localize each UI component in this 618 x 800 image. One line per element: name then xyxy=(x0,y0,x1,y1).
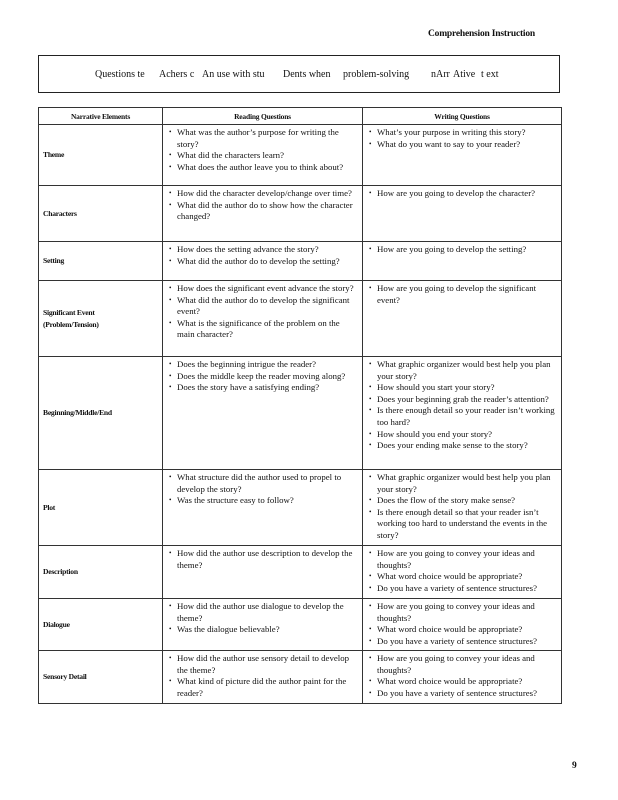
reading-questions-cell xyxy=(163,546,363,599)
list-item: • What do you want to say to your reader? xyxy=(367,139,557,151)
list-item: • How are you going to develop the character? xyxy=(367,188,557,200)
list-item: • Is there enough detail so that your reader isn’t working too hard to understand the events in the story? xyxy=(367,507,557,542)
title-fragment: Dents when xyxy=(283,69,331,80)
title-fragment: nArr xyxy=(431,69,450,80)
title-fragment: Achers c xyxy=(159,69,195,80)
list-item: • How does the significant event advance the story? xyxy=(167,283,358,295)
list-item: • What word choice would be appropriate? xyxy=(367,571,557,583)
reading-questions-cell xyxy=(163,651,363,704)
title-fragment: An use with stu xyxy=(202,69,265,80)
narrative-element-cell: Theme xyxy=(39,125,163,186)
list-item: • Does the middle keep the reader moving along? xyxy=(167,371,358,383)
table-row xyxy=(39,546,562,599)
table-row xyxy=(39,470,562,546)
reading-question-list xyxy=(167,127,358,173)
narrative-element-cell: Setting xyxy=(39,242,163,281)
writing-question-list xyxy=(367,601,557,647)
writing-questions-cell xyxy=(363,546,562,599)
title-fragment: Ative xyxy=(453,69,476,80)
narrative-element-cell: Beginning/Middle/End xyxy=(39,357,163,470)
list-item: • How are you going to convey your ideas and thoughts? xyxy=(367,548,557,571)
writing-question-list xyxy=(367,283,557,306)
list-item: • How does the setting advance the story? xyxy=(167,244,358,256)
writing-questions-cell xyxy=(363,281,562,357)
narrative-element-cell: Characters xyxy=(39,186,163,242)
list-item: • Does your ending make sense to the story? xyxy=(367,440,557,452)
list-item: • How are you going to develop the setting? xyxy=(367,244,557,256)
narrative-element-cell: Sensory Detail xyxy=(39,651,163,704)
list-item: • How did the author use description to develop the theme? xyxy=(167,548,358,571)
writing-question-list xyxy=(367,653,557,699)
writing-question-list xyxy=(367,359,557,452)
list-item: • What word choice would be appropriate? xyxy=(367,676,557,688)
narrative-element-cell: Plot xyxy=(39,470,163,546)
writing-questions-cell xyxy=(363,599,562,651)
writing-questions-cell xyxy=(363,470,562,546)
list-item: • What was the author’s purpose for writing the story? xyxy=(167,127,358,150)
list-item: • How are you going to convey your ideas and thoughts? xyxy=(367,653,557,676)
reading-question-list xyxy=(167,244,358,267)
table-header-row xyxy=(39,108,562,125)
reading-questions-cell xyxy=(163,599,363,651)
reading-question-list xyxy=(167,283,358,341)
column-header-writing: Writing Questions xyxy=(363,108,562,125)
table-row xyxy=(39,651,562,704)
list-item: • What did the author do to show how the character changed? xyxy=(167,200,358,223)
list-item: • Do you have a variety of sentence structures? xyxy=(367,583,557,595)
list-item: • How should you start your story? xyxy=(367,382,557,394)
table-row xyxy=(39,186,562,242)
writing-question-list xyxy=(367,127,557,150)
reading-questions-cell xyxy=(163,125,363,186)
list-item: • How should you end your story? xyxy=(367,429,557,441)
writing-questions-cell xyxy=(363,125,562,186)
list-item: • What structure did the author used to propel to develop the story? xyxy=(167,472,358,495)
column-header-elements: Narrative Elements xyxy=(39,108,163,125)
list-item: • What’s your purpose in writing this story? xyxy=(367,127,557,139)
writing-questions-cell xyxy=(363,651,562,704)
writing-question-list xyxy=(367,548,557,594)
list-item: • Does the flow of the story make sense? xyxy=(367,495,557,507)
list-item: • Does your beginning grab the reader’s attention? xyxy=(367,394,557,406)
list-item: • Do you have a variety of sentence structures? xyxy=(367,688,557,700)
list-item: • How did the author use sensory detail to develop the theme? xyxy=(167,653,358,676)
list-item: • How did the character develop/change over time? xyxy=(167,188,358,200)
table-row xyxy=(39,281,562,357)
narrative-element-cell: Significant Event (Problem/Tension) xyxy=(39,281,163,357)
list-item: • How are you going to develop the significant event? xyxy=(367,283,557,306)
reading-questions-cell xyxy=(163,357,363,470)
list-item: • How did the author use dialogue to develop the theme? xyxy=(167,601,358,624)
list-item: • What graphic organizer would best help you plan your story? xyxy=(367,359,557,382)
list-item: • Was the structure easy to follow? xyxy=(167,495,358,507)
table-row xyxy=(39,125,562,186)
narrative-questions-table xyxy=(38,107,562,704)
list-item: • What kind of picture did the author paint for the reader? xyxy=(167,676,358,699)
running-header: Comprehension Instruction xyxy=(428,29,535,39)
page-number: 9 xyxy=(572,761,577,771)
writing-questions-cell xyxy=(363,242,562,281)
list-item: • What word choice would be appropriate? xyxy=(367,624,557,636)
list-item: • What did the characters learn? xyxy=(167,150,358,162)
reading-questions-cell xyxy=(163,242,363,281)
list-item: • What graphic organizer would best help you plan your story? xyxy=(367,472,557,495)
title-fragment: t ext xyxy=(481,69,499,80)
reading-question-list xyxy=(167,472,358,507)
writing-questions-cell xyxy=(363,357,562,470)
reading-question-list xyxy=(167,548,358,571)
list-item: • What did the author do to develop the significant event? xyxy=(167,295,358,318)
list-item: • Was the dialogue believable? xyxy=(167,624,358,636)
table-row xyxy=(39,357,562,470)
writing-question-list xyxy=(367,244,557,256)
writing-questions-cell xyxy=(363,186,562,242)
reading-questions-cell xyxy=(163,281,363,357)
narrative-element-cell: Description xyxy=(39,546,163,599)
writing-question-list xyxy=(367,188,557,200)
reading-question-list xyxy=(167,188,358,223)
writing-question-list xyxy=(367,472,557,542)
table-row xyxy=(39,242,562,281)
column-header-reading: Reading Questions xyxy=(163,108,363,125)
title-fragment: Questions te xyxy=(95,69,145,80)
table-title-box xyxy=(38,55,560,93)
reading-question-list xyxy=(167,601,358,636)
list-item: • Do you have a variety of sentence structures? xyxy=(367,636,557,648)
reading-question-list xyxy=(167,653,358,699)
list-item: • Does the story have a satisfying ending? xyxy=(167,382,358,394)
list-item: • What does the author leave you to think about? xyxy=(167,162,358,174)
narrative-element-cell: Dialogue xyxy=(39,599,163,651)
list-item: • Does the beginning intrigue the reader? xyxy=(167,359,358,371)
reading-questions-cell xyxy=(163,470,363,546)
list-item: • What did the author do to develop the setting? xyxy=(167,256,358,268)
list-item: • How are you going to convey your ideas and thoughts? xyxy=(367,601,557,624)
list-item: • What is the significance of the problem on the main character? xyxy=(167,318,358,341)
reading-question-list xyxy=(167,359,358,394)
table-row xyxy=(39,599,562,651)
list-item: • Is there enough detail so your reader isn’t working too hard? xyxy=(367,405,557,428)
reading-questions-cell xyxy=(163,186,363,242)
title-fragment: problem-solving xyxy=(343,69,410,80)
